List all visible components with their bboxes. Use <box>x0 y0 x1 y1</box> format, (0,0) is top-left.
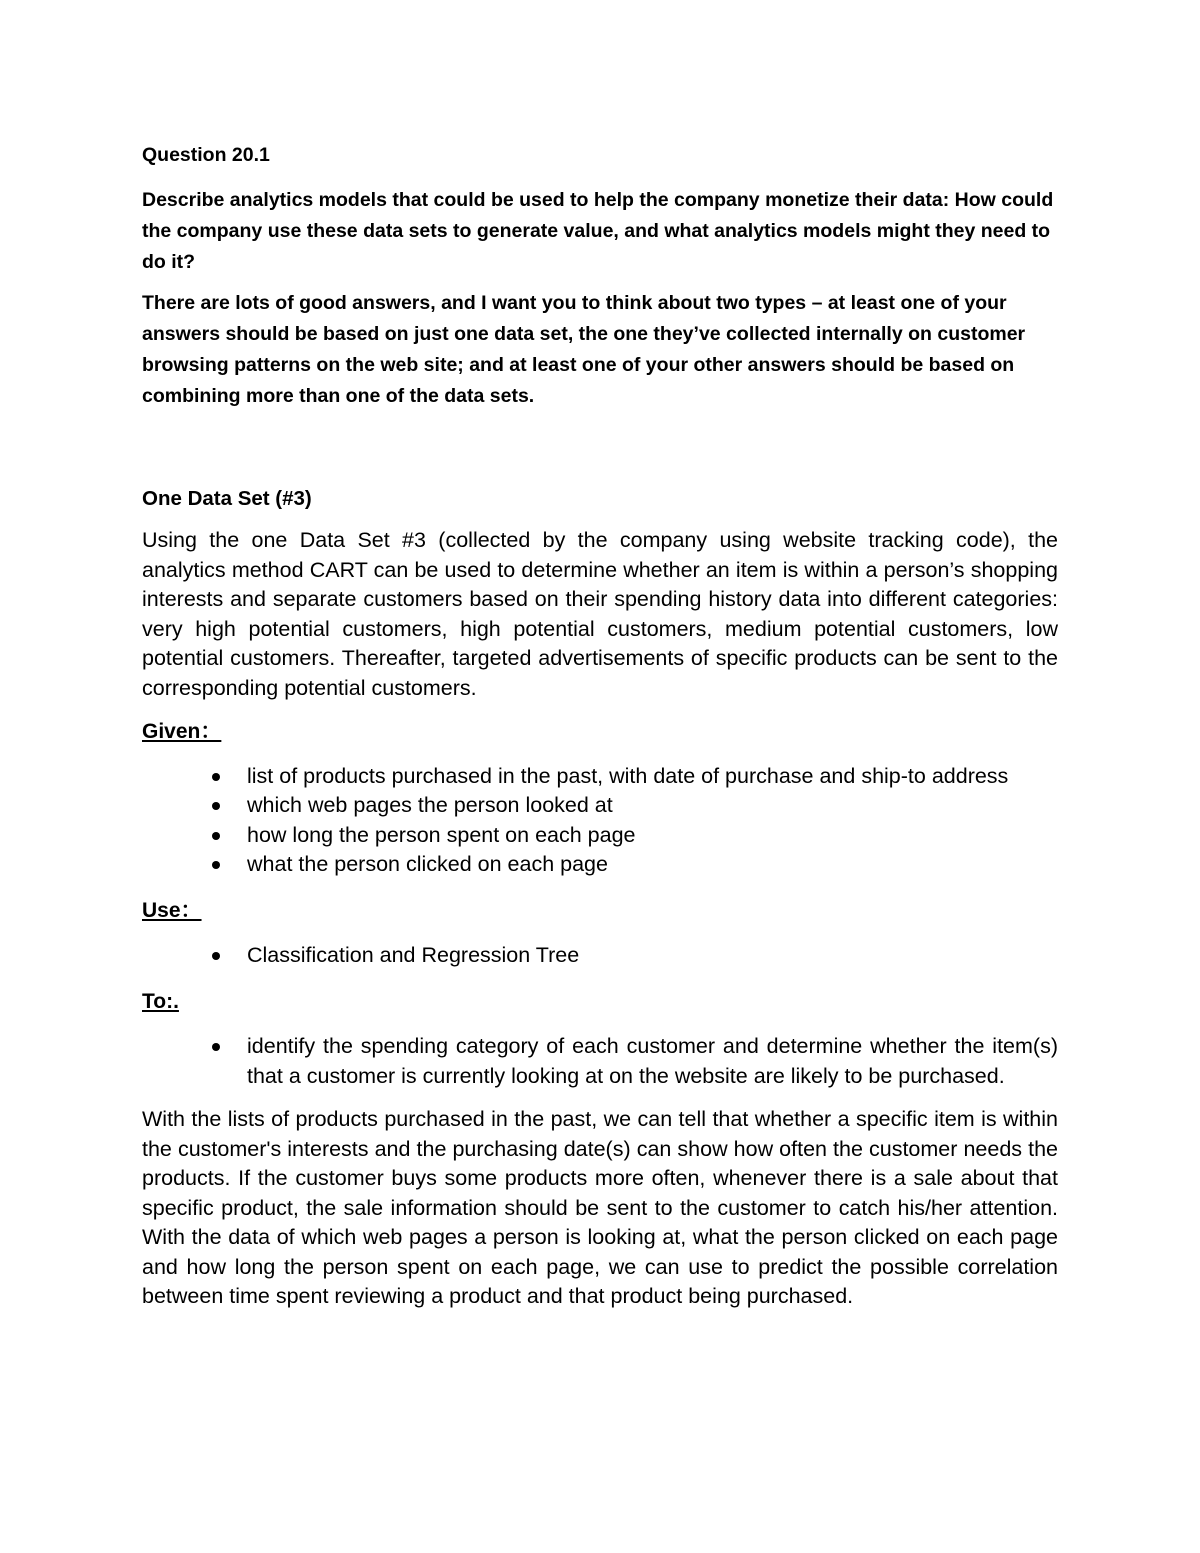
document-content <box>142 140 1058 1308</box>
question-prompt-1: Describe analytics models that could be used to help the company monetize their data: How could the company use these data sets to generate value, and what analytics models might they need to do it? <box>142 189 1054 273</box>
use-label: Use： <box>142 898 202 922</box>
question-prompt-2: There are lots of good answers, and I want you to think about two types – at least one of your answers should be based on just one data set, the one they’ve collected internally on customer browsing patterns on the web site; and at least one of your other answers should be based on combining more than one of the data sets. <box>142 292 1026 407</box>
section-body <box>142 526 1058 1312</box>
list-item: what the person clicked on each page <box>142 850 1058 880</box>
bullet-icon <box>212 861 220 869</box>
question-title: Question 20.1 <box>142 144 270 166</box>
section-conclusion: With the lists of products purchased in the past, we can tell that whether a specific item is within the customer's interests and the purchasing date(s) can show how often the customer needs the products. If the customer buys some products more often, whenever there is a sale about that specific product, the sale information should be sent to the customer to catch his/her attention. With the data of which web pages a person is looking at, what the person clicked on each page and how long the person spent on each page, we can use to predict the possible correlation between time spent reviewing a product and that product being purchased. <box>142 1107 1058 1308</box>
bullet-icon <box>212 1043 220 1051</box>
to-list <box>142 1032 1058 1091</box>
list-item: list of products purchased in the past, with date of purchase and ship-to address <box>142 762 1058 792</box>
bullet-icon <box>212 952 220 960</box>
list-item: how long the person spent on each page <box>142 821 1058 851</box>
section-intro: Using the one Data Set #3 (collected by the company using website tracking code), the analytics method CART can be used to determine whether an item is within a person’s shopping interests and separate customers based on their spending history data into different categories: very high potential customers, high potential customers, medium potential customers, low potential customers. Thereafter, targeted advertisements of specific products can be sent to the corresponding potential customers. <box>142 528 1058 700</box>
to-label: To:. <box>142 989 179 1013</box>
section-title: One Data Set (#3) <box>142 487 312 510</box>
list-item: which web pages the person looked at <box>142 791 1058 821</box>
bullet-icon <box>212 832 220 840</box>
list-item: Classification and Regression Tree <box>142 941 1058 971</box>
given-label: Given： <box>142 720 222 743</box>
list-item: identify the spending category of each customer and determine whether the item(s) that a customer is currently looking at on the website are likely to be purchased. <box>142 1032 1058 1091</box>
use-list <box>142 941 1058 971</box>
bullet-icon <box>212 802 220 810</box>
given-list <box>142 762 1058 880</box>
bullet-icon <box>212 773 220 781</box>
